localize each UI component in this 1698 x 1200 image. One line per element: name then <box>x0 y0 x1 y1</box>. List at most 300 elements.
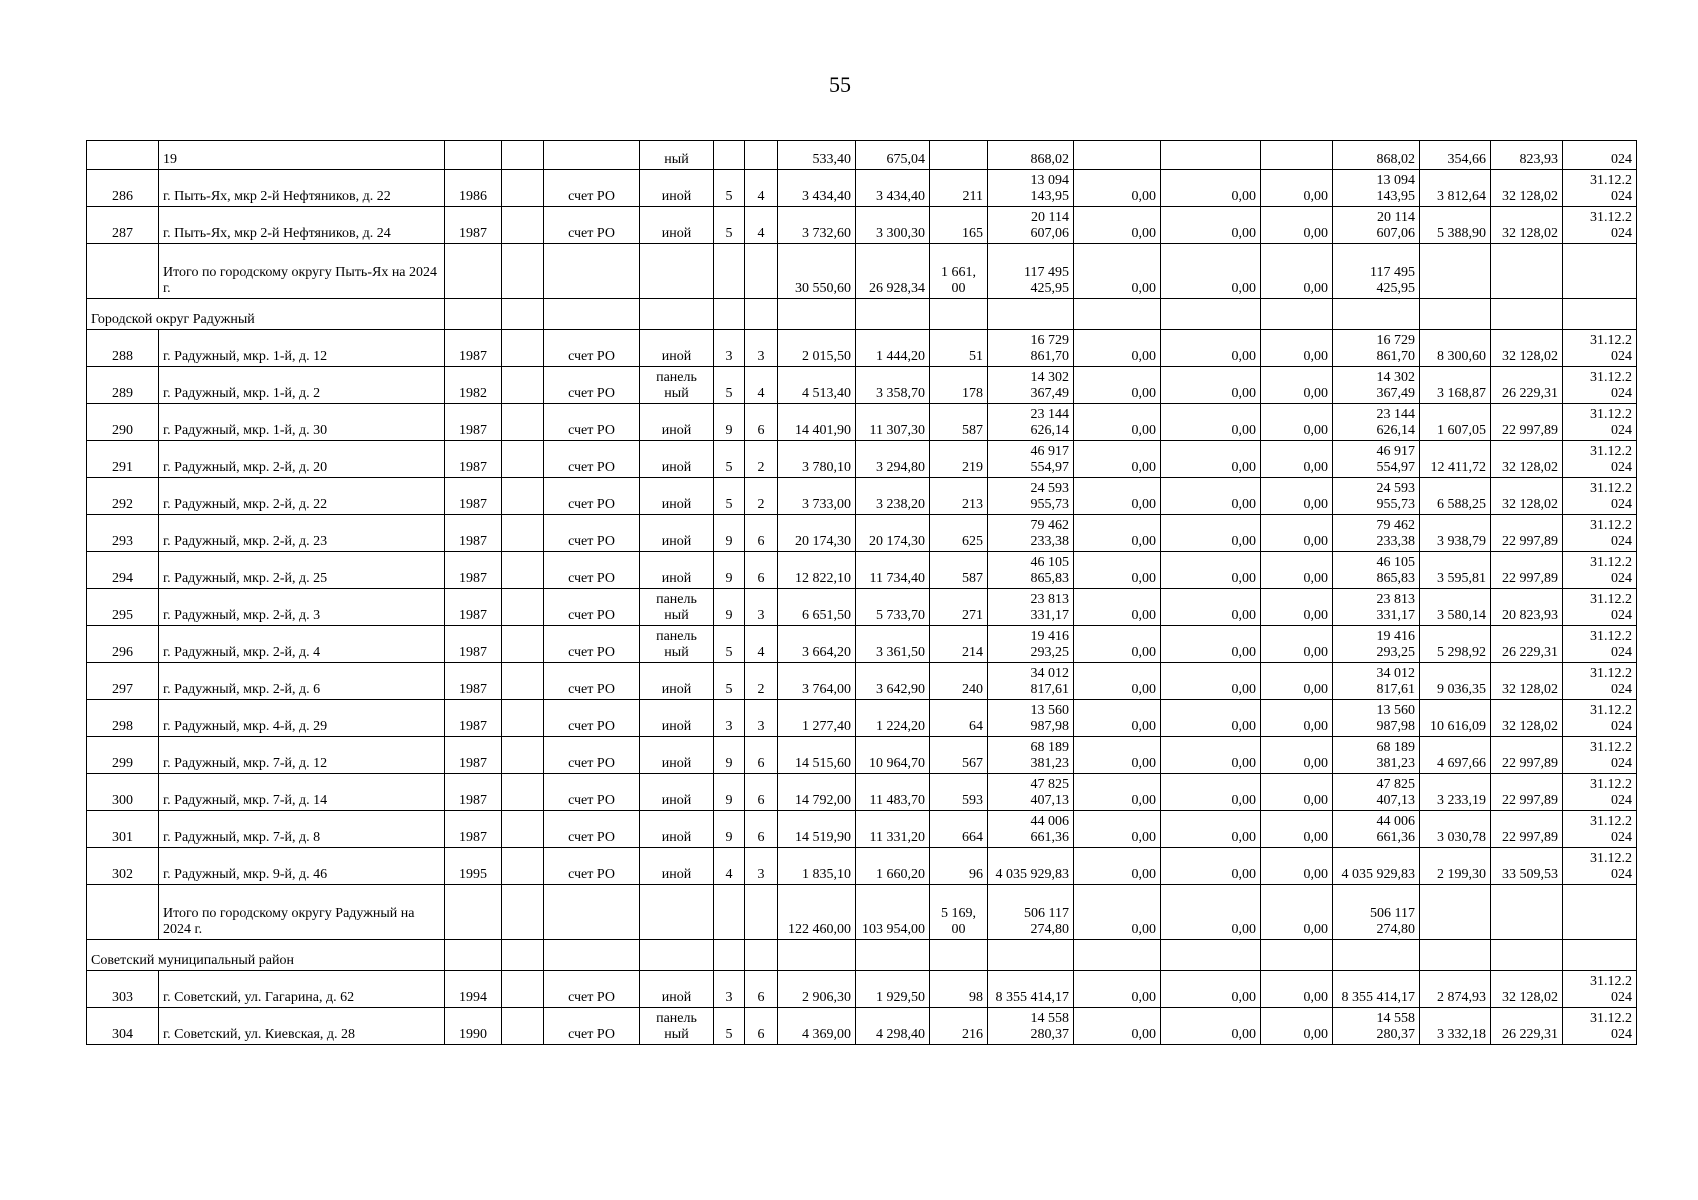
cell-material: иной <box>640 663 714 700</box>
cell-fund-cost: 13 094 143,95 <box>1333 170 1420 207</box>
cell-fund-cost: 8 355 414,17 <box>1333 971 1420 1008</box>
cell-fund-cost: 23 144 626,14 <box>1333 404 1420 441</box>
cell-cost-total: 13 560 987,98 <box>988 700 1074 737</box>
cell-total-area: 4 513,40 <box>778 367 856 404</box>
cell-residents: 214 <box>930 626 988 663</box>
cell-c2: 0,00 <box>1161 441 1261 478</box>
total-label: Итого по городскому округу Пыть-Ях на 2024 г. <box>159 244 445 299</box>
table-row <box>87 663 1637 700</box>
cell-limit-cost: 20 823,93 <box>1491 589 1563 626</box>
cell-c2: 0,00 <box>1161 552 1261 589</box>
cell-limit-cost: 22 997,89 <box>1491 515 1563 552</box>
cell-material: панель ный <box>640 367 714 404</box>
cell-c2: 0,00 <box>1161 774 1261 811</box>
cell-c3: 0,00 <box>1261 848 1333 885</box>
cell-source: счет РО <box>544 404 640 441</box>
cell-cost-total: 8 355 414,17 <box>988 971 1074 1008</box>
cell-living-area: 3 361,50 <box>856 626 930 663</box>
section-title: Городской округ Радужный <box>87 299 445 330</box>
cell-floors: 5 <box>714 478 745 515</box>
cell-living-area: 11 483,70 <box>856 774 930 811</box>
cell-material: иной <box>640 170 714 207</box>
cell-material: иной <box>640 737 714 774</box>
total-label: Итого по городскому округу Радужный на 2024 г. <box>159 885 445 940</box>
cell-floors: 5 <box>714 626 745 663</box>
cell-source: счет РО <box>544 589 640 626</box>
cell-material: иной <box>640 552 714 589</box>
cell-idx: 291 <box>87 441 159 478</box>
cell-material: иной <box>640 811 714 848</box>
cell-c1: 0,00 <box>1074 367 1161 404</box>
cell-residents: 51 <box>930 330 988 367</box>
cell-total-area: 14 401,90 <box>778 404 856 441</box>
cell-idx: 303 <box>87 971 159 1008</box>
cell-year: 1987 <box>445 589 502 626</box>
cell-fund-cost: 16 729 861,70 <box>1333 330 1420 367</box>
cell-floors: 3 <box>714 700 745 737</box>
total-residents: 5 169, 00 <box>930 885 988 940</box>
cell-year: 1990 <box>445 1008 502 1045</box>
cell-source: счет РО <box>544 552 640 589</box>
cell-cost-total: 68 189 381,23 <box>988 737 1074 774</box>
cell-fund-cost: 14 558 280,37 <box>1333 1008 1420 1045</box>
cell-living-area: 11 734,40 <box>856 552 930 589</box>
total-fund-cost: 117 495 425,95 <box>1333 244 1420 299</box>
cell-material: иной <box>640 478 714 515</box>
cell-c1: 0,00 <box>1074 971 1161 1008</box>
cell-idx: 289 <box>87 367 159 404</box>
cell-living-area: 1 444,20 <box>856 330 930 367</box>
table-row <box>87 1008 1637 1045</box>
cell-c3: 0,00 <box>1261 700 1333 737</box>
cell-entrances: 6 <box>745 515 778 552</box>
cell-limit-cost: 22 997,89 <box>1491 774 1563 811</box>
cell-floors: 5 <box>714 663 745 700</box>
capital-repair-table <box>86 140 1637 1045</box>
cell-c2: 0,00 <box>1161 589 1261 626</box>
cell-deadline: 31.12.2 024 <box>1563 626 1637 663</box>
cell-total-area: 20 174,30 <box>778 515 856 552</box>
cell-year: 1987 <box>445 515 502 552</box>
table-row <box>87 700 1637 737</box>
cell-limit-cost: 26 229,31 <box>1491 626 1563 663</box>
cell-c2: 0,00 <box>1161 848 1261 885</box>
cell-deadline: 31.12.2 024 <box>1563 700 1637 737</box>
cell-entrances: 3 <box>745 589 778 626</box>
cell-addr: г. Радужный, мкр. 2-й, д. 20 <box>159 441 445 478</box>
cell-total-area: 3 733,00 <box>778 478 856 515</box>
cell-limit-cost: 22 997,89 <box>1491 404 1563 441</box>
cell-residents: 211 <box>930 170 988 207</box>
cell-source: счет РО <box>544 441 640 478</box>
cell-material: панель ный <box>640 589 714 626</box>
cell-total-area: 6 651,50 <box>778 589 856 626</box>
table-row <box>87 478 1637 515</box>
cell-residents: 219 <box>930 441 988 478</box>
cell-unit-cost: 6 588,25 <box>1420 478 1491 515</box>
cell-deadline: 31.12.2 024 <box>1563 848 1637 885</box>
cell-idx: 292 <box>87 478 159 515</box>
cell-total-area: 3 664,20 <box>778 626 856 663</box>
cell-deadline: 31.12.2 024 <box>1563 441 1637 478</box>
total-c1: 0,00 <box>1074 244 1161 299</box>
cell-cost-total: 14 558 280,37 <box>988 1008 1074 1045</box>
cell-cost-total: 23 144 626,14 <box>988 404 1074 441</box>
cell-living-area: 11 307,30 <box>856 404 930 441</box>
cell-residents: 213 <box>930 478 988 515</box>
cell-addr: г. Радужный, мкр. 2-й, д. 25 <box>159 552 445 589</box>
cell-material: панель ный <box>640 626 714 663</box>
table-row <box>87 441 1637 478</box>
total-living-area: 103 954,00 <box>856 885 930 940</box>
cell-idx: 295 <box>87 589 159 626</box>
cell-limit-cost: 22 997,89 <box>1491 737 1563 774</box>
cell-entrances: 4 <box>745 170 778 207</box>
cell-year: 1987 <box>445 552 502 589</box>
cell-year: 1987 <box>445 478 502 515</box>
cell-cost-total: 24 593 955,73 <box>988 478 1074 515</box>
cell-c3: 0,00 <box>1261 811 1333 848</box>
cell-deadline: 31.12.2 024 <box>1563 478 1637 515</box>
cell-fund-cost: 13 560 987,98 <box>1333 700 1420 737</box>
section-row <box>87 940 1637 971</box>
cell-addr: г. Пыть-Ях, мкр 2-й Нефтяников, д. 24 <box>159 207 445 244</box>
cell-unit-cost: 9 036,35 <box>1420 663 1491 700</box>
cell-material: иной <box>640 774 714 811</box>
cell-cost-total: 14 302 367,49 <box>988 367 1074 404</box>
cell-living-area: 3 358,70 <box>856 367 930 404</box>
cell-idx: 302 <box>87 848 159 885</box>
cell-residents: 625 <box>930 515 988 552</box>
cell-deadline: 31.12.2 024 <box>1563 330 1637 367</box>
cell-entrances: 2 <box>745 478 778 515</box>
cell-deadline: 31.12.2 024 <box>1563 515 1637 552</box>
cell-c3: 0,00 <box>1261 663 1333 700</box>
cell-deadline: 31.12.2 024 <box>1563 170 1637 207</box>
cell-c1: 0,00 <box>1074 663 1161 700</box>
cell-year: 1987 <box>445 737 502 774</box>
cell-total-area: 3 780,10 <box>778 441 856 478</box>
cell-limit-cost: 32 128,02 <box>1491 207 1563 244</box>
cell-living-area: 3 238,20 <box>856 478 930 515</box>
cell-residents: 178 <box>930 367 988 404</box>
cell-residents: 587 <box>930 552 988 589</box>
cell-fund-cost: 19 416 293,25 <box>1333 626 1420 663</box>
cell-source: счет РО <box>544 478 640 515</box>
cell-entrances: 6 <box>745 1008 778 1045</box>
cell-unit-cost: 3 233,19 <box>1420 774 1491 811</box>
cell-total-area: 14 515,60 <box>778 737 856 774</box>
cell-idx: 293 <box>87 515 159 552</box>
cell-limit-cost: 26 229,31 <box>1491 367 1563 404</box>
cell-unit-cost: 12 411,72 <box>1420 441 1491 478</box>
cell-year: 1987 <box>445 441 502 478</box>
cell-year: 1987 <box>445 207 502 244</box>
cell-source: счет РО <box>544 367 640 404</box>
cell-floors: 9 <box>714 589 745 626</box>
cell-entrances: 3 <box>745 848 778 885</box>
cell-limit-cost: 32 128,02 <box>1491 170 1563 207</box>
cell-limit-cost: 32 128,02 <box>1491 330 1563 367</box>
cell-c1: 0,00 <box>1074 552 1161 589</box>
cell-year: 1987 <box>445 663 502 700</box>
table-row <box>87 626 1637 663</box>
cell-c3: 0,00 <box>1261 515 1333 552</box>
cell-entrances: 4 <box>745 626 778 663</box>
cell-addr: г. Радужный, мкр. 2-й, д. 3 <box>159 589 445 626</box>
cell-entrances: 6 <box>745 811 778 848</box>
cell-deadline: 31.12.2 024 <box>1563 811 1637 848</box>
cell-material: иной <box>640 700 714 737</box>
total-cost-total: 506 117 274,80 <box>988 885 1074 940</box>
cell-cost-total: 46 105 865,83 <box>988 552 1074 589</box>
cell-living-area: 1 224,20 <box>856 700 930 737</box>
cell-material: иной <box>640 207 714 244</box>
table-row <box>87 589 1637 626</box>
cell-cost-total: 16 729 861,70 <box>988 330 1074 367</box>
cell-c2: 0,00 <box>1161 515 1261 552</box>
cell-source: счет РО <box>544 737 640 774</box>
cell-material: иной <box>640 848 714 885</box>
cell-fund-cost: 23 813 331,17 <box>1333 589 1420 626</box>
cell-total-area: 1 835,10 <box>778 848 856 885</box>
cell-entrances: 6 <box>745 971 778 1008</box>
cell-unit-cost: 1 607,05 <box>1420 404 1491 441</box>
cell-c2: 0,00 <box>1161 404 1261 441</box>
cell-unit-cost: 3 030,78 <box>1420 811 1491 848</box>
cell-deadline: 31.12.2 024 <box>1563 774 1637 811</box>
cell-total-area: 4 369,00 <box>778 1008 856 1045</box>
cell-residents: 98 <box>930 971 988 1008</box>
cell-addr: г. Радужный, мкр. 7-й, д. 12 <box>159 737 445 774</box>
cell-cost-total: 47 825 407,13 <box>988 774 1074 811</box>
cell-residents: 567 <box>930 737 988 774</box>
cell-c1: 0,00 <box>1074 441 1161 478</box>
cell-source: счет РО <box>544 1008 640 1045</box>
cell-c1: 0,00 <box>1074 207 1161 244</box>
table-row <box>87 367 1637 404</box>
cell-c3: 0,00 <box>1261 367 1333 404</box>
cell-total-area: 12 822,10 <box>778 552 856 589</box>
cell-c1: 0,00 <box>1074 848 1161 885</box>
cell-total-area: 3 434,40 <box>778 170 856 207</box>
cell-floors: 5 <box>714 170 745 207</box>
cell-cost-total: 13 094 143,95 <box>988 170 1074 207</box>
cell-cost-total: 19 416 293,25 <box>988 626 1074 663</box>
cell-residents: 587 <box>930 404 988 441</box>
cell-idx: 298 <box>87 700 159 737</box>
cell-addr: г. Пыть-Ях, мкр 2-й Нефтяников, д. 22 <box>159 170 445 207</box>
cell-year: 1987 <box>445 404 502 441</box>
cell-unit-cost: 3 332,18 <box>1420 1008 1491 1045</box>
cell-idx: 304 <box>87 1008 159 1045</box>
cell-cost-total: 20 114 607,06 <box>988 207 1074 244</box>
cell-limit-cost: 26 229,31 <box>1491 1008 1563 1045</box>
cell-year: 1987 <box>445 774 502 811</box>
cell-cost-total: 23 813 331,17 <box>988 589 1074 626</box>
table-row-continuation: 19 ный 533,40 675,04 868,02 868,02 354,66 823,93 024 <box>87 141 1637 170</box>
cell-total-area: 3 764,00 <box>778 663 856 700</box>
cell-residents: 240 <box>930 663 988 700</box>
cell-source: счет РО <box>544 170 640 207</box>
cell-fund-cost: 14 302 367,49 <box>1333 367 1420 404</box>
cell-deadline: 31.12.2 024 <box>1563 663 1637 700</box>
cell-addr: г. Радужный, мкр. 2-й, д. 23 <box>159 515 445 552</box>
cell-c3: 0,00 <box>1261 441 1333 478</box>
cell-c3: 0,00 <box>1261 626 1333 663</box>
cell-total-area: 1 277,40 <box>778 700 856 737</box>
cell-entrances: 4 <box>745 367 778 404</box>
cell-c1: 0,00 <box>1074 515 1161 552</box>
cell-unit-cost: 2 199,30 <box>1420 848 1491 885</box>
cell-cost-total: 79 462 233,38 <box>988 515 1074 552</box>
table-row <box>87 170 1637 207</box>
cell-residents: 64 <box>930 700 988 737</box>
cell-entrances: 6 <box>745 552 778 589</box>
cell-limit-cost: 22 997,89 <box>1491 552 1563 589</box>
table-row <box>87 515 1637 552</box>
page-number: 55 <box>829 72 851 97</box>
cell-living-area: 3 642,90 <box>856 663 930 700</box>
cell-unit-cost: 3 938,79 <box>1420 515 1491 552</box>
cell-floors: 5 <box>714 1008 745 1045</box>
cell-residents: 96 <box>930 848 988 885</box>
cell-cost-total: 44 006 661,36 <box>988 811 1074 848</box>
cell-c2: 0,00 <box>1161 971 1261 1008</box>
cell-c2: 0,00 <box>1161 367 1261 404</box>
cell-unit-cost: 4 697,66 <box>1420 737 1491 774</box>
cell-entrances: 6 <box>745 774 778 811</box>
cell-year: 1994 <box>445 971 502 1008</box>
cell-source: счет РО <box>544 515 640 552</box>
cell-floors: 9 <box>714 404 745 441</box>
cell-c2: 0,00 <box>1161 207 1261 244</box>
cell-entrances: 3 <box>745 700 778 737</box>
cell-floors: 5 <box>714 207 745 244</box>
cell-source: счет РО <box>544 626 640 663</box>
cell-unit-cost: 3 812,64 <box>1420 170 1491 207</box>
cell-addr: г. Радужный, мкр. 1-й, д. 12 <box>159 330 445 367</box>
table-row <box>87 848 1637 885</box>
cell-c1: 0,00 <box>1074 1008 1161 1045</box>
cell-idx: 287 <box>87 207 159 244</box>
cell-limit-cost: 22 997,89 <box>1491 811 1563 848</box>
cell-c2: 0,00 <box>1161 626 1261 663</box>
cell-c2: 0,00 <box>1161 737 1261 774</box>
total-total-area: 30 550,60 <box>778 244 856 299</box>
total-residents: 1 661, 00 <box>930 244 988 299</box>
cell-source: счет РО <box>544 207 640 244</box>
cell-limit-cost: 32 128,02 <box>1491 441 1563 478</box>
cell-c2: 0,00 <box>1161 811 1261 848</box>
cell-fund-cost: 68 189 381,23 <box>1333 737 1420 774</box>
cell-c2: 0,00 <box>1161 663 1261 700</box>
cell-floors: 9 <box>714 811 745 848</box>
cell-material: иной <box>640 971 714 1008</box>
cell-idx: 299 <box>87 737 159 774</box>
cell-year: 1987 <box>445 330 502 367</box>
cell-unit-cost: 8 300,60 <box>1420 330 1491 367</box>
cell-idx: 300 <box>87 774 159 811</box>
cell-source: счет РО <box>544 971 640 1008</box>
cell-c3: 0,00 <box>1261 737 1333 774</box>
cell-c2: 0,00 <box>1161 700 1261 737</box>
cell-year: 1987 <box>445 700 502 737</box>
total-living-area: 26 928,34 <box>856 244 930 299</box>
cell-living-area: 3 434,40 <box>856 170 930 207</box>
cell-c3: 0,00 <box>1261 478 1333 515</box>
cell-floors: 3 <box>714 330 745 367</box>
cell-limit-cost: 32 128,02 <box>1491 478 1563 515</box>
cell-fund-cost: 44 006 661,36 <box>1333 811 1420 848</box>
cell-source: счет РО <box>544 700 640 737</box>
cell-c3: 0,00 <box>1261 589 1333 626</box>
cell-entrances: 3 <box>745 330 778 367</box>
cell-entrances: 2 <box>745 663 778 700</box>
table-row <box>87 404 1637 441</box>
cell-cost-total: 4 035 929,83 <box>988 848 1074 885</box>
cell-residents: 165 <box>930 207 988 244</box>
cell-material: панель ный <box>640 1008 714 1045</box>
cell-unit-cost: 2 874,93 <box>1420 971 1491 1008</box>
cell-fund-cost: 46 105 865,83 <box>1333 552 1420 589</box>
cell-c2: 0,00 <box>1161 330 1261 367</box>
cell-year: 1986 <box>445 170 502 207</box>
cell-source: счет РО <box>544 330 640 367</box>
cell-c3: 0,00 <box>1261 330 1333 367</box>
cell-living-area: 1 660,20 <box>856 848 930 885</box>
cell-year: 1982 <box>445 367 502 404</box>
cell-c3: 0,00 <box>1261 170 1333 207</box>
cell-addr: г. Радужный, мкр. 2-й, д. 6 <box>159 663 445 700</box>
cell-c1: 0,00 <box>1074 589 1161 626</box>
cell-entrances: 6 <box>745 404 778 441</box>
cell-limit-cost: 33 509,53 <box>1491 848 1563 885</box>
cell-living-area: 20 174,30 <box>856 515 930 552</box>
cell-living-area: 3 300,30 <box>856 207 930 244</box>
cell-limit-cost: 32 128,02 <box>1491 663 1563 700</box>
table-row <box>87 207 1637 244</box>
cell-living-area: 4 298,40 <box>856 1008 930 1045</box>
cell-idx: 301 <box>87 811 159 848</box>
cell-deadline: 31.12.2 024 <box>1563 404 1637 441</box>
cell-source: счет РО <box>544 774 640 811</box>
cell-fund-cost: 20 114 607,06 <box>1333 207 1420 244</box>
cell-living-area: 10 964,70 <box>856 737 930 774</box>
cell-deadline: 31.12.2 024 <box>1563 207 1637 244</box>
table-row <box>87 330 1637 367</box>
total-fund-cost: 506 117 274,80 <box>1333 885 1420 940</box>
cell-c3: 0,00 <box>1261 552 1333 589</box>
cell-addr: г. Радужный, мкр. 2-й, д. 22 <box>159 478 445 515</box>
total-row <box>87 244 1637 299</box>
cell-floors: 9 <box>714 515 745 552</box>
cell-total-area: 3 732,60 <box>778 207 856 244</box>
cell-unit-cost: 5 388,90 <box>1420 207 1491 244</box>
cell-entrances: 6 <box>745 737 778 774</box>
cell-floors: 5 <box>714 367 745 404</box>
cell-c2: 0,00 <box>1161 478 1261 515</box>
total-cost-total: 117 495 425,95 <box>988 244 1074 299</box>
cell-residents: 664 <box>930 811 988 848</box>
table-row <box>87 811 1637 848</box>
cell-unit-cost: 10 616,09 <box>1420 700 1491 737</box>
cell-idx: 296 <box>87 626 159 663</box>
cell-addr: г. Радужный, мкр. 7-й, д. 8 <box>159 811 445 848</box>
cell-material: иной <box>640 515 714 552</box>
cell-residents: 593 <box>930 774 988 811</box>
cell-residents: 271 <box>930 589 988 626</box>
